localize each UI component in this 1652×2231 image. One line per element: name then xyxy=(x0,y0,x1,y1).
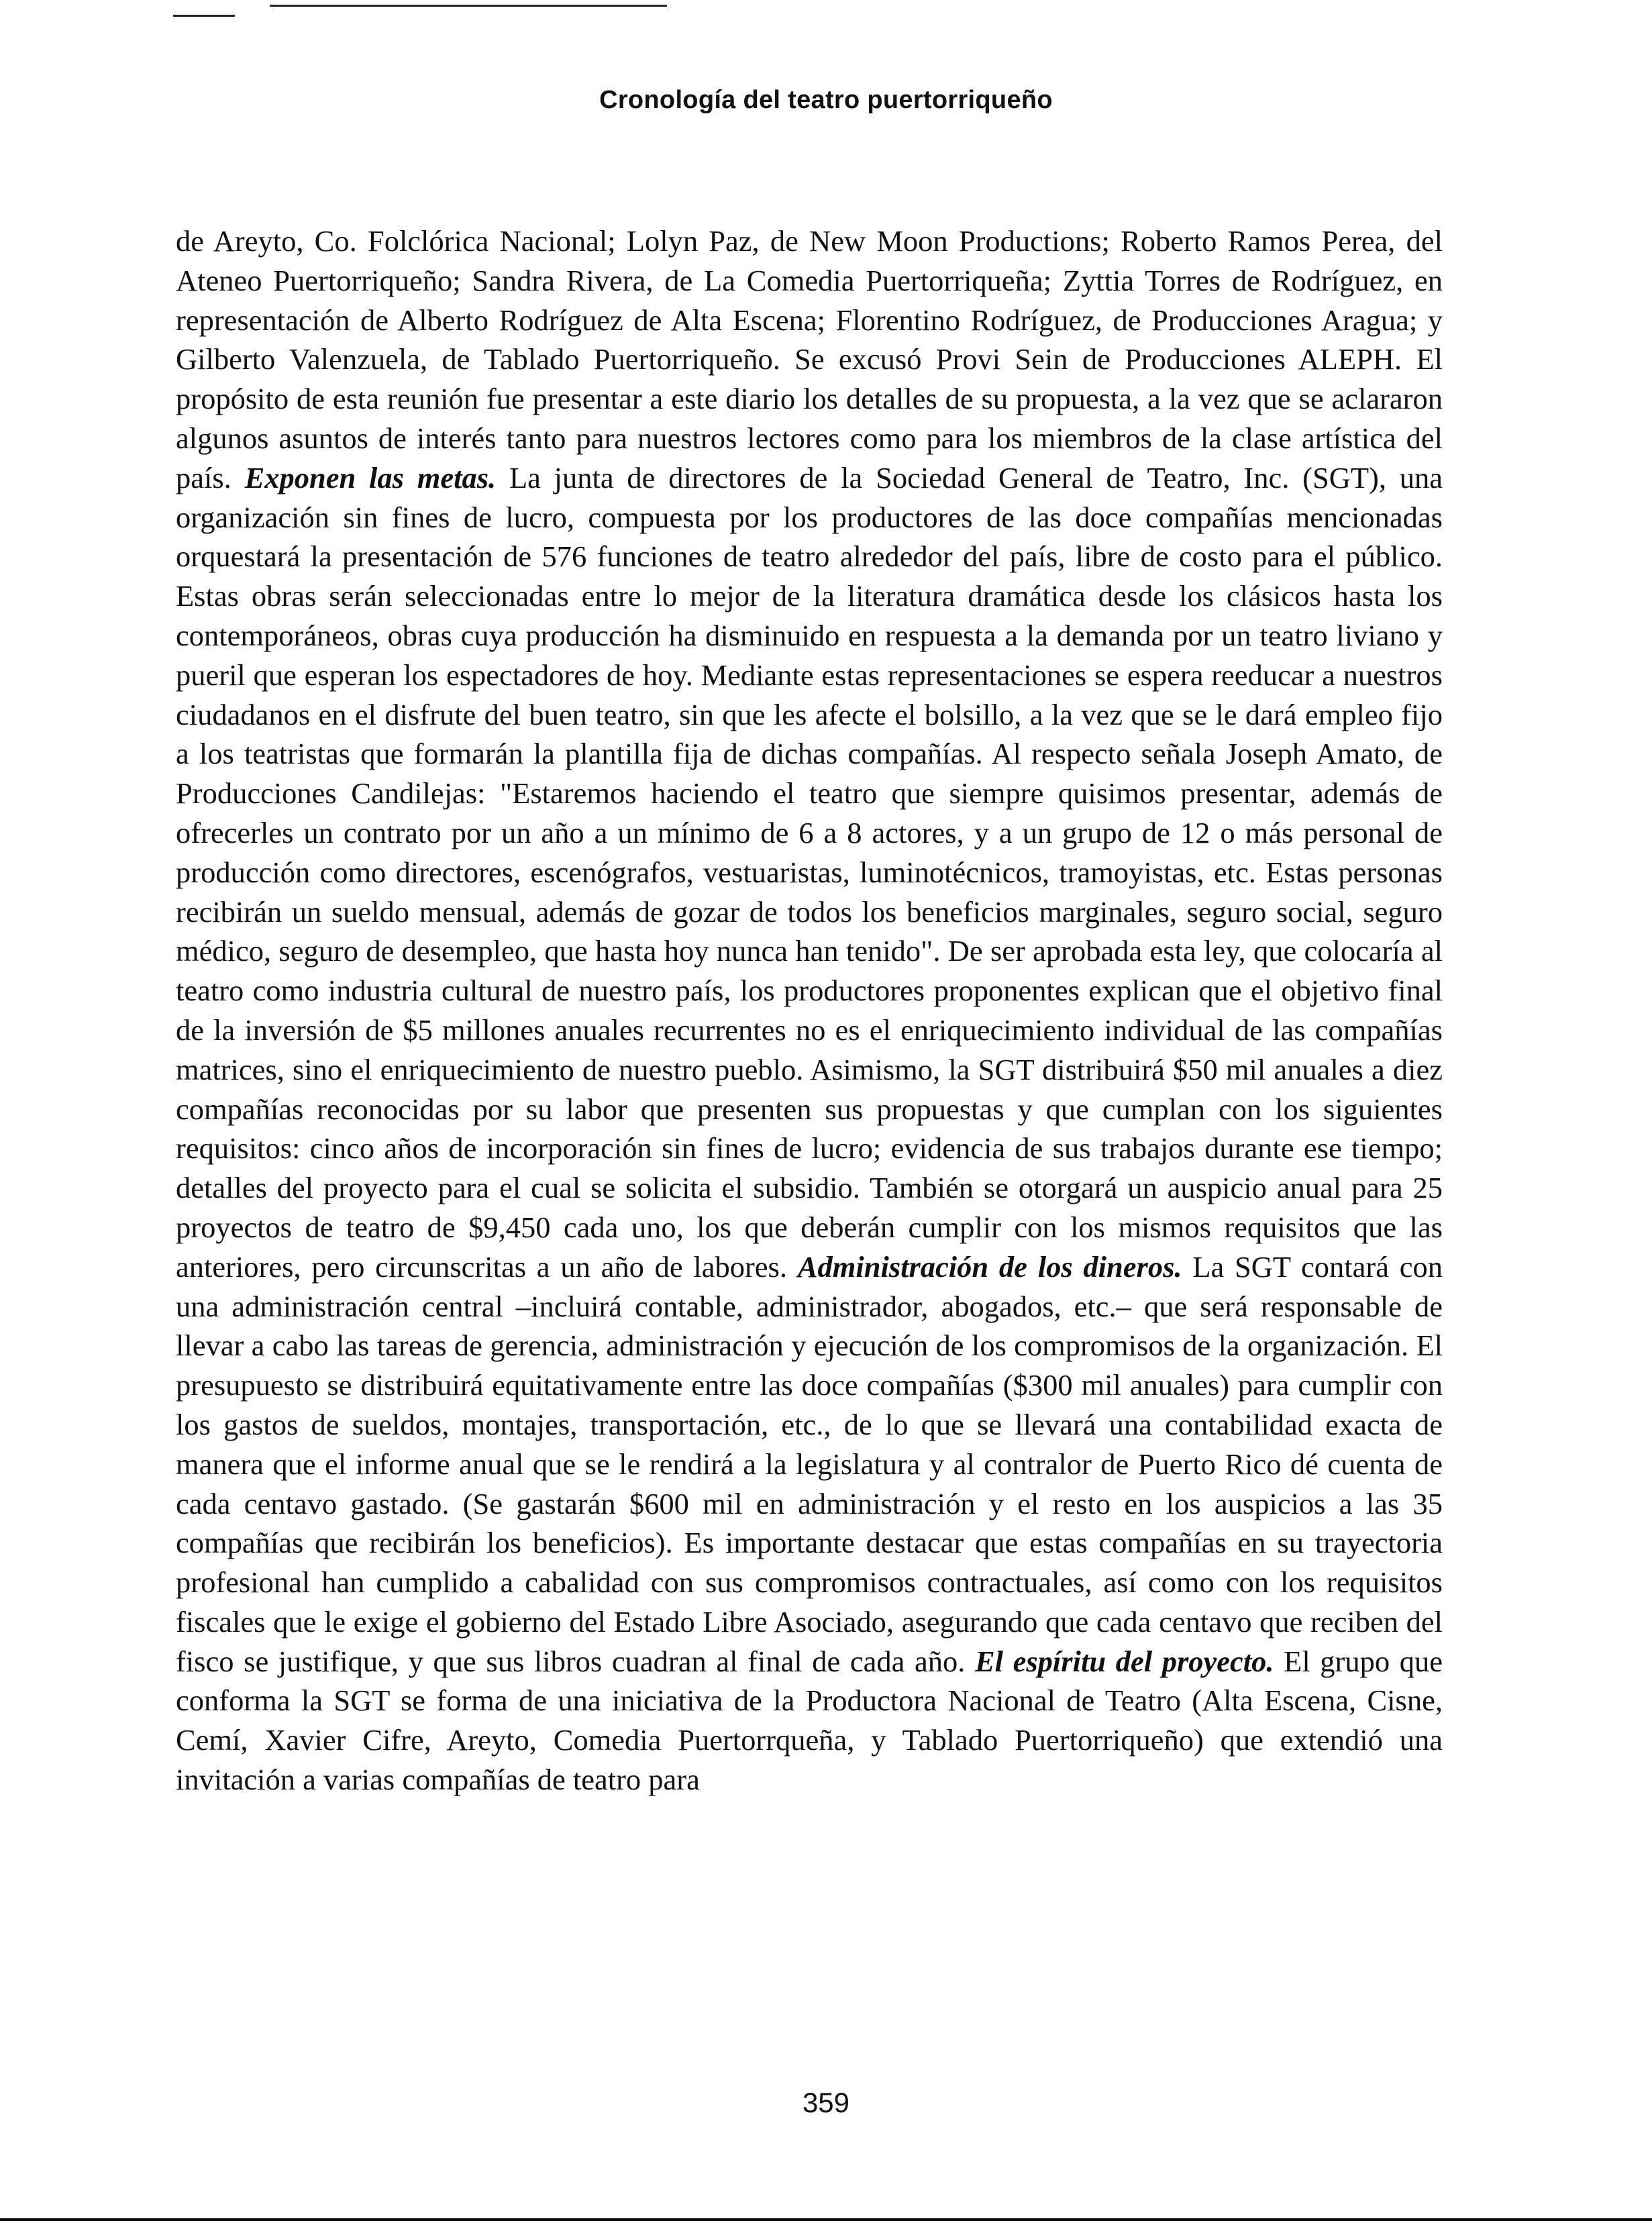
top-rule-long xyxy=(270,5,667,7)
body-segment-2: La junta de directores de la Sociedad General de Teatro, Inc. (SGT), una organización sin fines de lucro, compuesta por los productores de las doce compañías mencionadas orquestará la presentación de 576 funciones de teatro alrededor del país, libre de costo para el público. Estas obras serán seleccionadas entre lo mejor de la literatura dramática desde los clásicos hasta los contemporáneos, obras cuya producción ha disminuido en respuesta a la demanda por un teatro liviano y pueril que esperan los espectadores de hoy. Mediante estas representaciones se espera reeducar a nuestros ciudadanos en el disfrute del buen teatro, sin que les afecte el bolsillo, a la vez que se le dará empleo fijo a los teatristas que formarán la plantilla fija de dichas compañías. Al respecto señala Joseph Amato, de Producciones Candilejas: "Estaremos haciendo el teatro que siempre quisimos presentar, además de ofrecerles un contrato por un año a un mínimo de 6 a 8 actores, y a un grupo de 12 o más personal de producción como directores, escenógrafos, vestuaristas, luminotécnicos, tramoyistas, etc. Estas personas recibirán un sueldo mensual, además de gozar de todos los beneficios marginales, seguro social, seguro médico, seguro de desempleo, que hasta hoy nunca han tenido". De ser aprobada esta ley, que colocaría al teatro como industria cultural de nuestro país, los productores proponentes explican que el objetivo final de la inversión de $5 millones anuales recurrentes no es el enriquecimiento individual de las compañías matrices, sino el enriquecimiento de nuestro pueblo. Asimismo, la SGT distribuirá $50 mil anuales a diez compañías reconocidas por su labor que presenten sus propuestas y que cumplan con los siguientes requisitos: cinco años de incorporación sin fines de lucro; evidencia de sus trabajos durante ese tiempo; detalles del proyecto para el cual se solicita el subsidio. También se otorgará un auspicio anual para 25 proyectos de teatro de $9,450 cada uno, los que deberán cumplir con los mismos requisitos que las anteriores, pero circunscritas a un año de labores. xyxy=(176,460,1443,1284)
running-head: Cronología del teatro puertorriqueño xyxy=(599,86,1053,114)
subhead-exponen-las-metas: Exponen las metas. xyxy=(244,460,497,495)
subhead-administracion-de-los-dineros: Administración de los dineros. xyxy=(797,1249,1182,1284)
body-segment-3: La SGT contará con una administración central –incluirá contable, administrador, abogados, etc.– que será responsable de llevar a cabo las tareas de gerencia, administración y ejecución de los compromisos de la organización. El presupuesto se distribuirá equitativamente entre las doce compañías ($300 mil anuales) para cumplir con los gastos de sueldos, montajes, transportación, etc., de lo que se llevará una contabilidad exacta de manera que el informe anual que se le rendirá a la legislatura y al contralor de Puerto Rico dé cuenta de cada centavo gastado. (Se gastarán $600 mil en administración y el resto en los auspicios a las 35 compañías que recibirán los beneficios). Es importante destacar que estas compañías en su trayectoria profesional han cumplido a cabalidad con sus compromisos contractuales, así como con los requisitos fiscales que le exige el gobierno del Estado Libre Asociado, asegurando que cada centavo que reciben del fisco se justifique, y que sus libros cuadran al final de cada año. xyxy=(176,1249,1443,1678)
page-number: 359 xyxy=(802,2087,850,2118)
body-paragraph xyxy=(176,221,1443,1800)
subhead-el-espiritu-del-proyecto: El espíritu del proyecto. xyxy=(974,1644,1274,1678)
body-segment-1: de Areyto, Co. Folclórica Nacional; Lolyn Paz, de New Moon Productions; Roberto Ramos Perea, del Ateneo Puertorriqueño; Sandra Rivera, de La Comedia Puertorriqueña; Zyttia Torres de Rodríguez, en representación de Alberto Rodríguez de Alta Escena; Florentino Rodríguez, de Producciones Aragua; y Gilberto Valenzuela, de Tablado Puertorriqueño. Se excusó Provi Sein de Producciones ALEPH. El propósito de esta reunión fue presentar a este diario los detalles de su propuesta, a la vez que se aclararon algunos asuntos de interés tanto para nuestros lectores como para los miembros de la clase artística del país. xyxy=(176,224,1443,495)
top-rule-short xyxy=(173,15,235,17)
body-text xyxy=(176,221,1443,1800)
bottom-rule xyxy=(0,2218,1652,2221)
body-segment-4: El grupo que conforma la SGT se forma de una iniciativa de la Productora Nacional de Teatro (Alta Escena, Cisne, Cemí, Xavier Cifre, Areyto, Comedia Puertorrqueña, y Tablado Puertorriqueño) que extendió una invitación a varias compañías de teatro para xyxy=(176,1644,1443,1797)
